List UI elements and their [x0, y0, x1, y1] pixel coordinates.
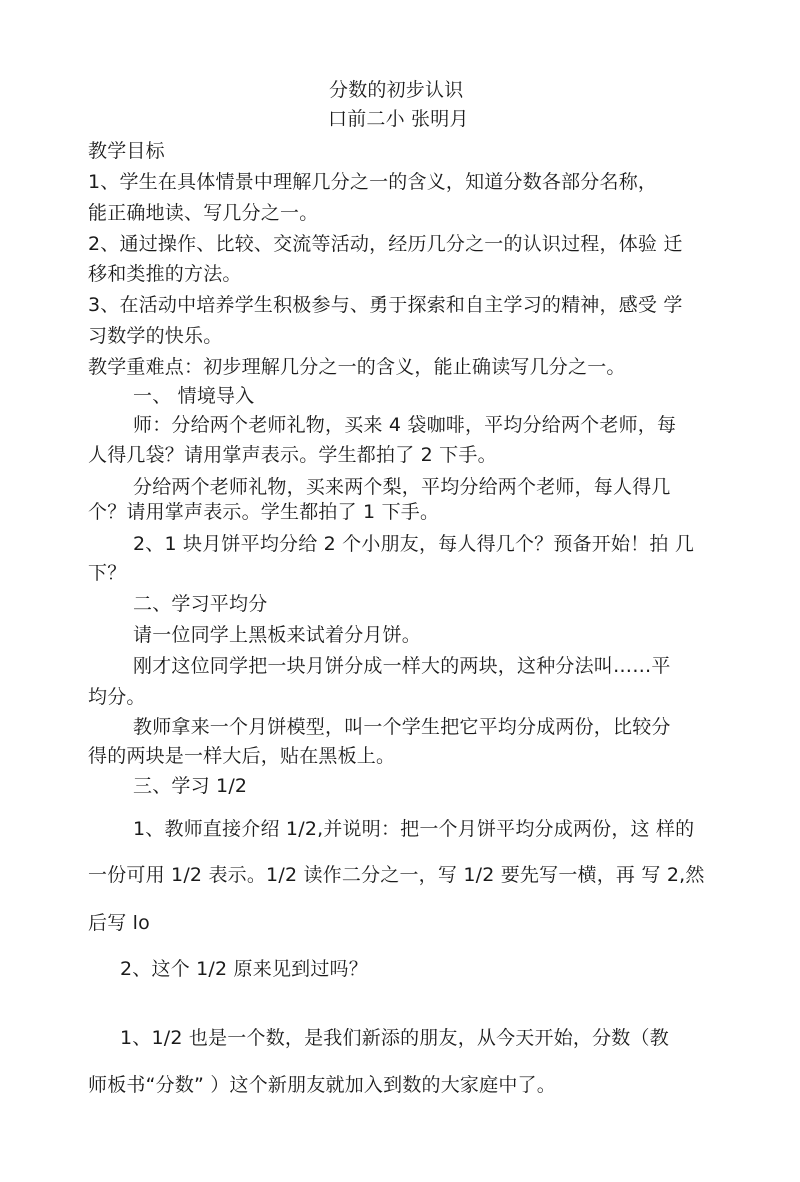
section-1-heading: 一、 情境导入 [133, 385, 255, 407]
objective-2-line-2: 移和类推的方法。 [88, 263, 242, 285]
paragraph-7-line-1: 1、教师直接介绍 1/2,并说明：把一个月饼平均分成两份，这 样的 [133, 818, 695, 840]
objective-3-line-2: 习数学的快乐。 [88, 325, 223, 347]
section-2-heading: 二、学习平均分 [133, 593, 268, 615]
paragraph-3-line-2: 下？ [88, 562, 127, 584]
paragraph-5-line-1: 刚才这位同学把一块月饼分成一样大的两块，这种分法叫……平 [133, 655, 671, 677]
paragraph-7-line-3: 后写 lo [88, 912, 150, 934]
paragraph-6-line-2: 得的两块是一样大后，贴在黑板上。 [88, 745, 396, 767]
objectives-heading: 教学目标 [88, 140, 165, 162]
objective-2-line-1: 2、通过操作、比较、交流等活动，经历几分之一的认识过程，体验 迁 [88, 233, 683, 255]
paragraph-8: 2、这个 1/2 原来见到过吗？ [120, 958, 368, 980]
paragraph-5-line-2: 均分。 [88, 686, 146, 708]
objective-1-line-1: 1、学生在具体情景中理解几分之一的含义，知道分数各部分名称， [88, 171, 658, 193]
document-title: 分数的初步认识 [329, 79, 464, 101]
paragraph-3-line-1: 2、1 块月饼平均分给 2 个小朋友，每人得几个？预备开始！拍 几 [133, 533, 695, 555]
objective-1-line-2: 能正确地读、写几分之一。 [88, 202, 319, 224]
author-line: 口前二小 张明月 [328, 108, 469, 130]
paragraph-4: 请一位同学上黑板来试着分月饼。 [133, 624, 422, 646]
key-points: 教学重难点：初步理解几分之一的含义，能止确读写几分之一。 [88, 356, 626, 378]
paragraph-1-line-1: 师：分给两个老师礼物，买来 4 袋咖啡，平均分给两个老师，每 [133, 414, 677, 436]
paragraph-2-line-1: 分给两个老师礼物，买来两个梨，平均分给两个老师，每人得几 [133, 476, 671, 498]
paragraph-9-line-2: 师板书“分数” ）这个新朋友就加入到数的大家庭中了。 [88, 1074, 556, 1096]
paragraph-9-line-1: 1、1/2 也是一个数，是我们新添的朋友，从今天开始，分数（教 [120, 1027, 669, 1049]
section-3-heading: 三、学习 1/2 [133, 775, 248, 797]
paragraph-7-line-2: 一份可用 1/2 表示。1/2 读作二分之一，写 1/2 要先写一横，再 写 2,然 [88, 864, 705, 886]
paragraph-2-line-2: 个？请用掌声表示。学生都拍了 1 下手。 [88, 501, 440, 523]
paragraph-1-line-2: 人得几袋？请用掌声表示。学生都拍了 2 下手。 [88, 444, 497, 466]
paragraph-6-line-1: 教师拿来一个月饼模型，叫一个学生把它平均分成两份，比较分 [133, 716, 671, 738]
objective-3-line-1: 3、在活动中培养学生积极参与、勇于探索和自主学习的精神，感受 学 [88, 294, 683, 316]
